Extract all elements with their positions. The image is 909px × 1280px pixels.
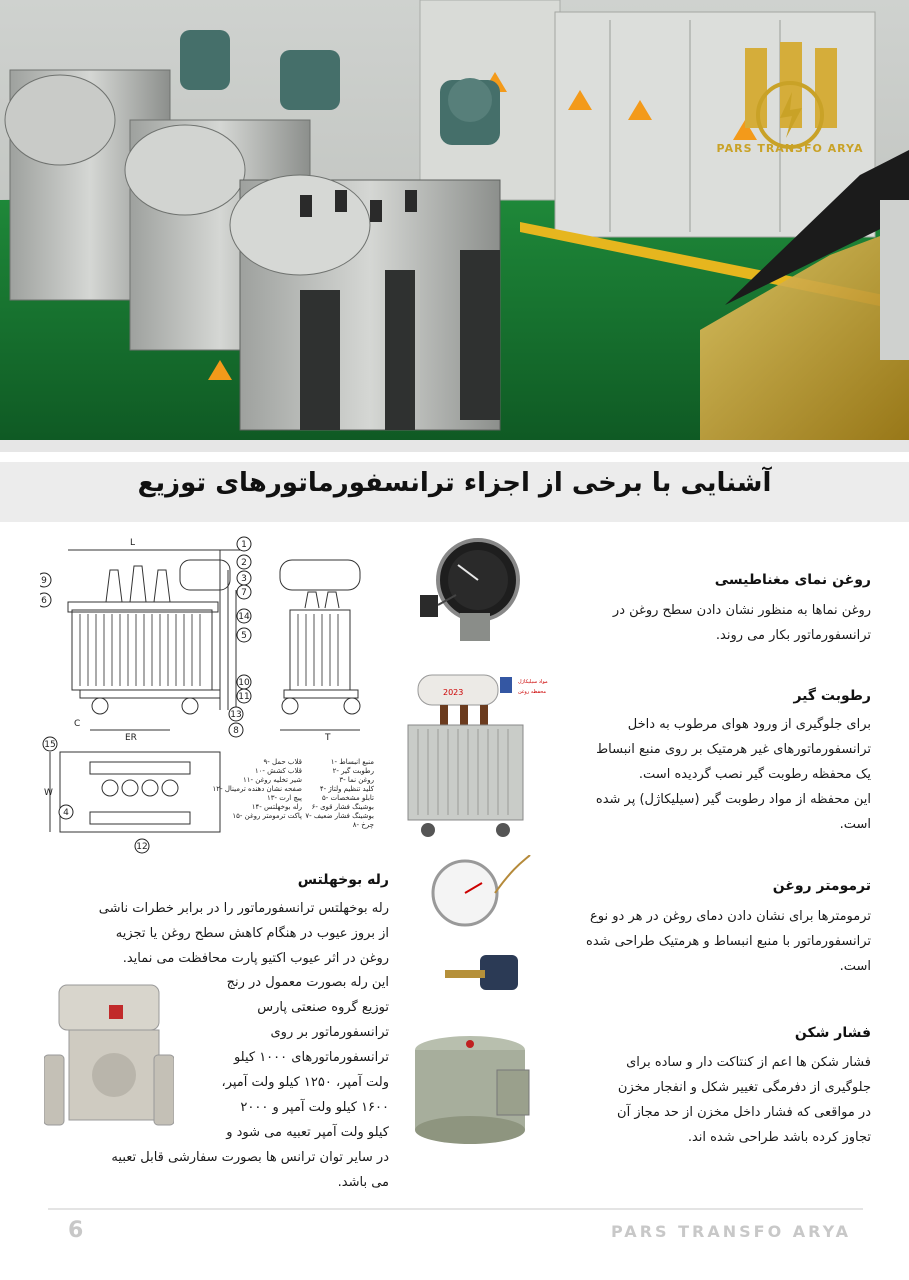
svg-text:7: 7 [241,588,247,598]
svg-text:۱۵- پاکت ترمومتر روغن: ۱۵- پاکت ترمومتر روغن [232,812,302,820]
pressure-title: فشار شکن [794,1025,871,1041]
svg-text:۸- چرخ: ۸- چرخ [352,821,374,829]
thermometer-text: ترمومترها برای نشان دادن دمای روغن در هر دو نوع ترانسفورماتور با منبع انبساط و هرمتیک طراحی شده است. [586,909,871,974]
svg-text:۴- کلید تنظیم ولتاژ: ۴- کلید تنظیم ولتاژ [319,785,374,793]
svg-text:6: 6 [41,596,47,606]
page-number: 6 [68,1218,84,1243]
divider-band [0,440,909,452]
transformer-diagram [40,530,380,860]
title-bar [0,462,909,522]
pressure-relief-image [405,1030,545,1150]
thermometer-title: ترمومتر روغن [772,878,871,894]
breather-tag: محفظه روغن [518,689,547,695]
svg-text:2: 2 [241,558,247,568]
svg-text:4: 4 [63,808,69,818]
buchholz-relay-image [44,975,174,1145]
svg-text:2023: 2023 [443,688,464,697]
buchholz-side-text: این رله بصورت معمول در رنج توزیع گروه صنعتی پارس ترانسفورماتور بر روی ترانسفورماتورهای ۱۰۰۰ کیلو ولت آمپر، ۱۲۵۰ کیلو ولت آمپر، ۱۶۰۰ کیلو ولت آمپر و ۲۰۰۰ کیلو ولت آمپر تعبیه می شود و [221,975,389,1140]
svg-text:15: 15 [44,740,56,750]
svg-text:9: 9 [41,576,47,586]
svg-text:11: 11 [238,692,250,702]
svg-text:۱۲- صفحه نشان دهنده ترمینال: ۱۲- صفحه نشان دهنده ترمینال [212,785,302,793]
svg-text:5: 5 [241,631,247,641]
footer-divider [48,1208,863,1210]
svg-text:10: 10 [238,678,250,688]
svg-text:14: 14 [238,612,250,622]
svg-text:ER: ER [125,733,137,743]
buchholz-text: رله بوخهلتس ترانسفورماتور را در برابر خطرات ناشی از بروز عیوب در هنگام کاهش سطح روغن یا تجزیه روغن در اثر عیوب اکتیو پارت محافظت می نماید. [98,901,389,966]
svg-text:W: W [44,788,53,798]
svg-text:۱۱- شیر تخلیه روغن: ۱۱- شیر تخلیه روغن [243,776,302,784]
svg-text:۹- قلاب حمل: ۹- قلاب حمل [263,758,302,766]
logo-text: PARS TRANSFO ARYA [716,142,864,155]
buchholz-title: رله بوخهلتس [297,872,389,888]
buchholz-tail-text: در سایر توان ترانس ها بصورت سفارشی قابل تعبیه می باشد. [111,1150,389,1190]
svg-text:13: 13 [230,710,242,720]
breather-text: برای جلوگیری از ورود هوای مرطوب به داخل ترانسفورماتورهای غیر هرمتیک بر روی منبع انبساط یک محفظه رطوبت گیر نصب گردیده است. این محفظه از مواد رطوبت گیر (سیلیکاژل) پر شده است. [595,717,871,832]
svg-text:۷- بوشینگ فشار ضعیف: ۷- بوشینگ فشار ضعیف [305,812,374,820]
svg-text:۱- منبع انبساط: ۱- منبع انبساط [330,758,374,766]
breather-tag: مواد سیلیکاژل [518,679,548,685]
oil-gauge-text: روغن نماها به منظور نشان دادن سطح روغن در ترانسفورماتور بکار می روند. [612,603,871,643]
svg-text:T: T [325,733,331,743]
svg-text:۵- تابلو مشخصات: ۵- تابلو مشخصات [321,794,374,802]
svg-text:1: 1 [241,540,247,550]
svg-text:۶- بوشینگ فشار قوی: ۶- بوشینگ فشار قوی [311,803,374,811]
svg-text:12: 12 [136,842,148,852]
svg-text:۱۳- پیچ ارت: ۱۳- پیچ ارت [266,794,302,802]
svg-text:8: 8 [233,726,239,736]
svg-text:C: C [74,719,81,729]
svg-text:3: 3 [241,574,247,584]
svg-text:۱۴- رله بوخهلتس: ۱۴- رله بوخهلتس [251,803,302,811]
breather-title: رطوبت گیر [793,688,871,704]
svg-text:۲- رطوبت گیر: ۲- رطوبت گیر [332,767,374,775]
svg-text:L: L [130,538,136,548]
svg-text:۱۰- قلاب کشش: ۱۰- قلاب کشش [254,767,302,775]
transformer-factory-photo [0,0,909,440]
footer-brand: PARS TRANSFO ARYA [611,1222,851,1241]
svg-text:۳- روغن نما: ۳- روغن نما [339,776,374,784]
hero-photo [0,0,909,440]
page-title: آشنایی با برخی از اجزاء ترانسفورماتورهای توزیع [137,468,772,498]
pressure-text: فشار شکن ها اعم از کنتاکت دار و ساده برای جلوگیری از دفرمگی تغییر شکل و انفجار مخزن در مواقعی که فشار داخل مخزن از حد مجاز آن تجاوز کرده باشد طراحی شده اند. [617,1055,871,1145]
thermometer-image [420,855,550,1005]
oil-gauge-title: روغن نمای مغناطیسی [714,572,871,588]
oil-gauge-image [408,535,528,645]
